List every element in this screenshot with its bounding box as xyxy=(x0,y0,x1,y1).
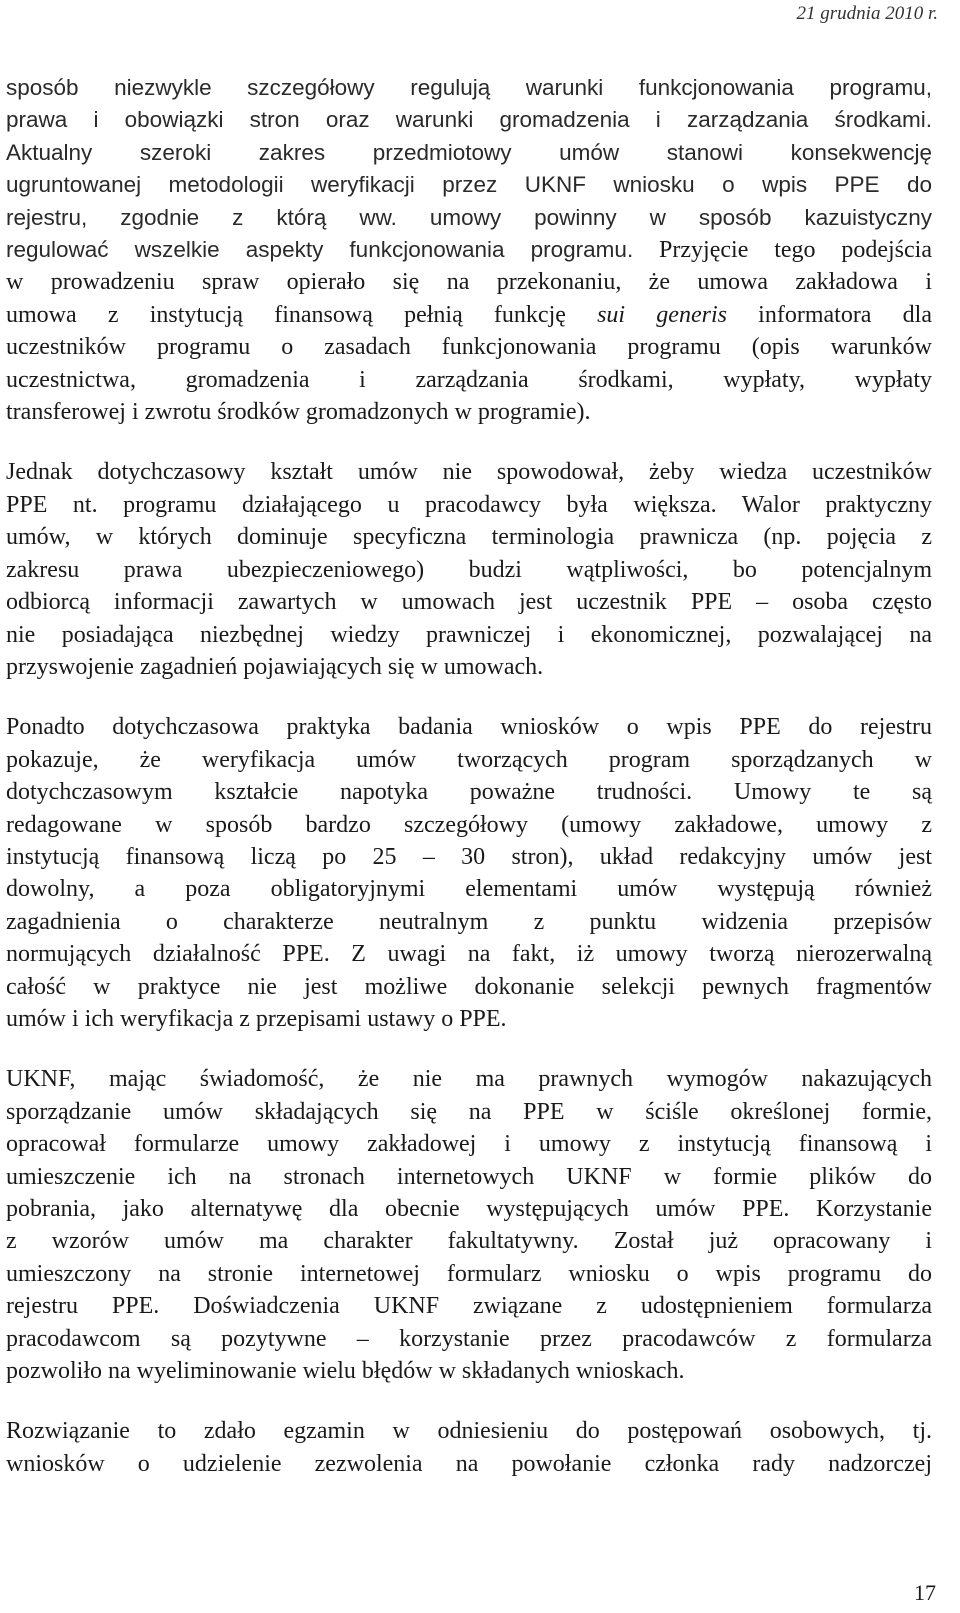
line-text: dotychczasowym kształcie napotyka poważne trudności. Umowy te są xyxy=(6,779,932,806)
line-text: sporządzanie umów składających się na PPE w ściśle określonej formie, xyxy=(6,1098,932,1125)
page-number: 17 xyxy=(914,1580,936,1605)
line-text: opracował formularze umowy zakładowej i umowy z instytucją finansową i xyxy=(6,1131,932,1158)
text-line xyxy=(6,1323,932,1355)
line-text: przyswojenie zagadnień pojawiających się w umowach. xyxy=(6,653,544,680)
text-line xyxy=(6,1225,932,1257)
text-line xyxy=(6,1063,932,1095)
text-line xyxy=(6,104,932,136)
text-line xyxy=(6,72,932,104)
line-text: umowa z instytucją finansową pełnią funkcję xyxy=(6,301,598,328)
text-line xyxy=(6,1258,932,1290)
text-line xyxy=(6,1096,932,1128)
text-line xyxy=(6,1128,932,1160)
text-line xyxy=(6,299,932,331)
line-text: transferowej i zwrotu środków gromadzonych w programie). xyxy=(6,399,591,426)
line-text: regulować wszelkie aspekty funkcjonowania programu. xyxy=(6,237,634,263)
line-text: dowolny, a poza obligatoryjnymi elementami umów występują również xyxy=(6,876,932,903)
line-text: Ponadto dotychczasowa praktyka badania wniosków o wpis PPE do rejestru xyxy=(6,714,932,741)
text-line xyxy=(6,619,932,651)
text-line xyxy=(6,776,932,808)
line-text: zagadnienia o charakterze neutralnym z punktu widzenia przepisów xyxy=(6,908,932,935)
line-text: pobrania, jako alternatywę dla obecnie występujących umów PPE. Korzystanie xyxy=(6,1196,932,1222)
paragraph xyxy=(6,1415,932,1480)
line-text: PPE nt. programu działającego u pracodawcy była większa. Walor praktyczny xyxy=(6,491,932,518)
line-text: uczestników programu o zasadach funkcjonowania programu (opis warunków xyxy=(6,334,932,361)
text-line xyxy=(6,586,932,618)
line-text: wniosków o udzielenie zezwolenia na powołanie członka rady nadzorczej xyxy=(6,1450,932,1477)
text-line xyxy=(6,396,932,428)
line-text: normujących działalność PPE. Z uwagi na fakt, iż umowy tworzą nierozerwalną xyxy=(6,941,932,968)
text-line xyxy=(6,554,932,586)
line-text-after: informatora dla xyxy=(726,301,932,328)
text-line xyxy=(6,809,932,841)
text-line xyxy=(6,456,932,488)
text-line xyxy=(6,906,932,938)
line-text: umieszczenie ich na stronach internetowych UKNF w formie plików do xyxy=(6,1163,932,1190)
text-line xyxy=(6,169,932,201)
text-line xyxy=(6,364,932,396)
line-text: umieszczony na stronie internetowej formularz wniosku o wpis programu do xyxy=(6,1260,932,1287)
line-text: rejestru PPE. Doświadczenia UKNF związane z udostępnieniem formularza xyxy=(6,1293,932,1320)
text-line xyxy=(6,873,932,905)
line-text: instytucją finansową liczą po 25 – 30 stron), układ redakcyjny umów jest xyxy=(6,843,932,870)
line-text: pracodawcom są pozytywne – korzystanie przez pracodawców z formularza xyxy=(6,1325,932,1352)
text-line xyxy=(6,1161,932,1193)
text-line xyxy=(6,1003,932,1035)
text-line xyxy=(6,137,932,169)
line-text: UKNF, mając świadomość, że nie ma prawnych wymogów nakazujących xyxy=(6,1066,932,1093)
text-line xyxy=(6,651,932,683)
text-line xyxy=(6,266,932,298)
paragraph xyxy=(6,72,932,428)
text-line xyxy=(6,489,932,521)
line-text: umów i ich weryfikacja z przepisami ustawy o PPE. xyxy=(6,1005,507,1032)
line-text: zakresu prawa ubezpieczeniowego) budzi wątpliwości, bo potencjalnym xyxy=(6,556,932,583)
text-line xyxy=(6,234,932,266)
line-text: sposób niezwykle szczegółowy regulują warunki funkcjonowania programu, xyxy=(6,75,932,100)
text-line xyxy=(6,744,932,776)
line-text: całość w praktyce nie jest możliwe dokonanie selekcji pewnych fragmentów xyxy=(6,973,932,1000)
line-text: z wzorów umów ma charakter fakultatywny. Został już opracowany i xyxy=(6,1228,932,1255)
text-line xyxy=(6,971,932,1003)
line-text: pokazuje, że weryfikacja umów tworzących program sporządzanych w xyxy=(6,746,932,773)
line-text: Aktualny szeroki zakres przedmiotowy umów stanowi konsekwencję xyxy=(6,139,932,165)
text-line xyxy=(6,1448,932,1480)
text-line xyxy=(6,202,932,234)
line-text: redagowane w sposób bardzo szczegółowy (umowy zakładowe, umowy z xyxy=(6,811,932,838)
line-text: uczestnictwa, gromadzenia i zarządzania środkami, wypłaty, wypłaty xyxy=(6,366,932,393)
text-line xyxy=(6,1193,932,1225)
line-text: Jednak dotychczasowy kształt umów nie spowodował, żeby wiedza uczestników xyxy=(6,459,932,486)
line-text: nie posiadająca niezbędnej wiedzy prawniczej i ekonomicznej, pozwalającej na xyxy=(6,621,932,648)
line-text: ugruntowanej metodologii weryfikacji przez UKNF wniosku o wpis PPE do xyxy=(6,172,932,198)
line-text: w prowadzeniu spraw opierało się na przekonaniu, że umowa zakładowa i xyxy=(6,269,932,296)
line-text: prawa i obowiązki stron oraz warunki gromadzenia i zarządzania środkami. xyxy=(6,107,932,133)
text-line xyxy=(6,1355,932,1387)
line-text: pozwoliło na wyeliminowanie wielu błędów w składanych wnioskach. xyxy=(6,1358,685,1385)
text-line xyxy=(6,938,932,970)
line-text: odbiorcą informacji zawartych w umowach jest uczestnik PPE – osoba często xyxy=(6,589,932,616)
paragraph xyxy=(6,456,932,683)
page-header-date: 21 grudnia 2010 r. xyxy=(796,3,938,24)
text-line xyxy=(6,521,932,553)
text-line xyxy=(6,711,932,743)
paragraph xyxy=(6,711,932,1035)
text-line xyxy=(6,841,932,873)
line-text: umów, w których dominuje specyficzna terminologia prawnicza (np. pojęcia z xyxy=(6,524,932,551)
text-line xyxy=(6,331,932,363)
line-text-tail: Przyjęcie tego podejścia xyxy=(633,237,932,264)
italic-term: sui generis xyxy=(597,301,727,328)
document-body xyxy=(6,72,932,1508)
paragraph xyxy=(6,1063,932,1387)
text-line xyxy=(6,1415,932,1447)
line-text: Rozwiązanie to zdało egzamin w odniesieniu do postępowań osobowych, tj. xyxy=(6,1418,932,1445)
line-text: rejestru, zgodnie z którą ww. umowy powinny w sposób kazuistyczny xyxy=(6,204,932,230)
text-line xyxy=(6,1290,932,1322)
